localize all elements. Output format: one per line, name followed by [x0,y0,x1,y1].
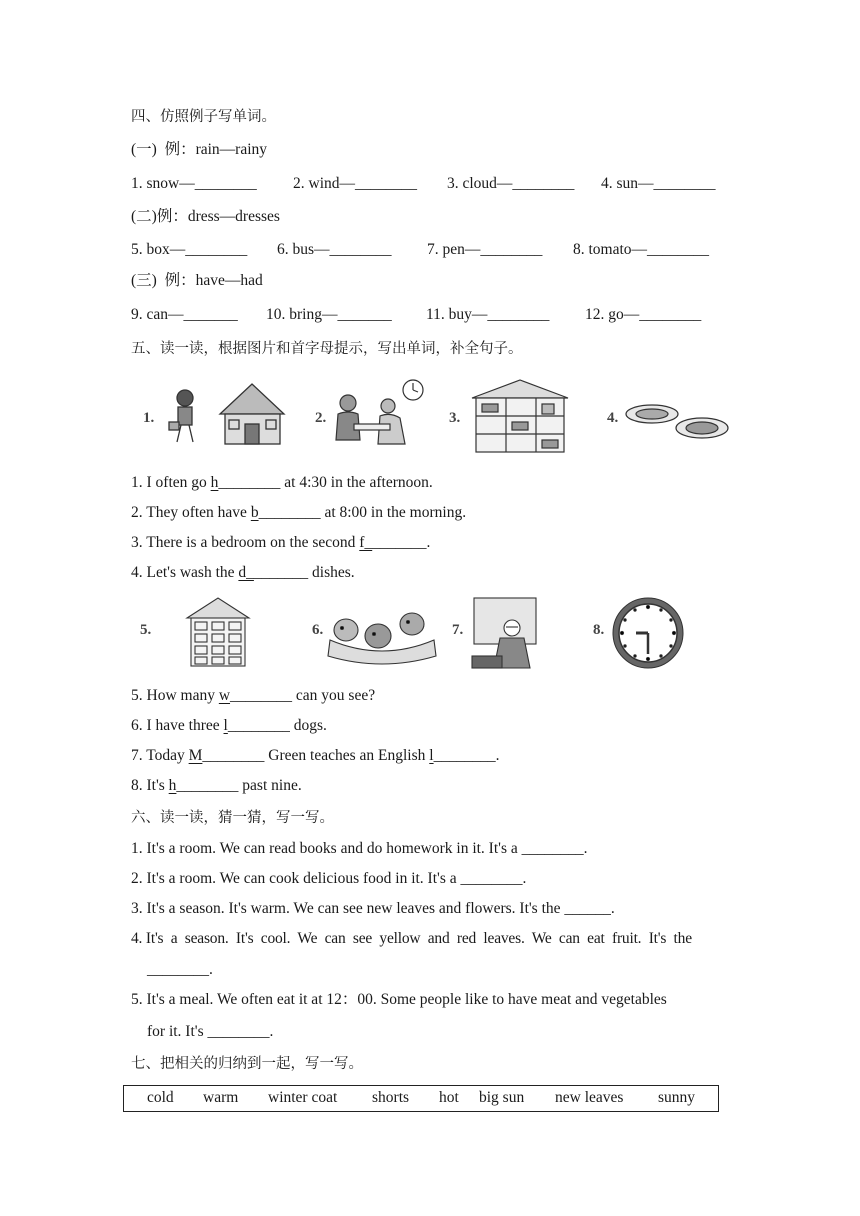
sentence-3: 3. There is a bedroom on the second f________. [131,534,431,551]
pic-label-8: 8. [593,622,605,638]
sentence-4: 4. Let's wash the d________ dishes. [131,564,355,581]
pic-label-5: 5. [140,622,152,638]
riddle-4-line2: ________. [147,961,213,978]
word-cold: cold [147,1089,174,1106]
boy-going-home-picture [165,378,290,450]
question-4: 4. sun—________ [601,175,716,192]
section7-title: 七、把相关的归纳到一起，写一写。 [131,1056,363,1072]
sentence-6: 6. I have three l________ dogs. [131,717,327,734]
question-7: 7. pen—________ [427,241,543,258]
pic-label-4: 4. [607,410,619,426]
question-5: 5. box—________ [131,241,248,258]
word-big-sun: big sun [479,1089,525,1106]
dirty-dishes-picture [622,398,730,444]
word-bank [123,1085,719,1112]
sentence-8: 8. It's h________ past nine. [131,777,302,794]
pic-label-6: 6. [312,622,324,638]
question-2: 2. wind—________ [293,175,417,192]
clock-picture [610,595,686,671]
question-11: 11. buy—________ [426,306,550,323]
sentence-1: 1. I often go h________ at 4:30 in the afternoon. [131,474,433,491]
section5-title: 五、读一读，根据图片和首字母提示，写出单词，补全句子。 [131,341,523,357]
riddle-5-line1: 5. It's a meal. We often eat it at 12：00. Some people like to have meat and vegetables [131,991,667,1008]
question-6: 6. bus—________ [277,241,392,258]
house-floors-picture [470,378,570,454]
pic-label-1: 1. [143,410,155,426]
question-10: 10. bring—_______ [266,306,392,323]
section4-example1: (一) 例：rain—rainy [131,141,268,158]
section4-title: 四、仿照例子写单词。 [131,109,276,125]
section4-example3: (三) 例：have—had [131,272,263,289]
three-dogs-picture [326,600,438,666]
pic-label-7: 7. [452,622,464,638]
family-breakfast-picture [330,378,430,450]
word-shorts: shorts [372,1089,410,1106]
riddle-1: 1. It's a room. We can read books and do homework in it. It's a ________. [131,840,588,857]
riddle-3: 3. It's a season. It's warm. We can see new leaves and flowers. It's the ______. [131,900,615,917]
question-1: 1. snow—________ [131,175,257,192]
question-3: 3. cloud—________ [447,175,575,192]
sentence-2: 2. They often have b________ at 8:00 in the morning. [131,504,467,521]
word-hot: hot [439,1089,459,1106]
section6-title: 六、读一读，猜一猜，写一写。 [131,810,334,826]
sentence-5: 5. How many w________ can you see? [131,687,376,704]
section4-example2: (二)例：dress—dresses [131,208,280,225]
windows-building-picture [185,596,251,668]
pic-label-3: 3. [449,410,461,426]
question-8: 8. tomato—________ [573,241,710,258]
pic-label-2: 2. [315,410,327,426]
word-warm: warm [203,1089,239,1106]
teacher-lesson-picture [470,594,540,670]
sentence-7: 7. Today M________ Green teaches an English l________. [131,747,500,764]
riddle-5-line2: for it. It's ________. [147,1023,274,1040]
riddle-4-line1: 4. It's a season. It's cool. We can see yellow and red leaves. We can eat fruit. It's the [131,930,692,947]
question-12: 12. go—________ [585,306,702,323]
word-new-leaves: new leaves [555,1089,624,1106]
word-sunny: sunny [658,1089,696,1106]
word-winter-coat: winter coat [268,1089,338,1106]
question-9: 9. can—_______ [131,306,238,323]
riddle-2: 2. It's a room. We can cook delicious food in it. It's a ________. [131,870,527,887]
